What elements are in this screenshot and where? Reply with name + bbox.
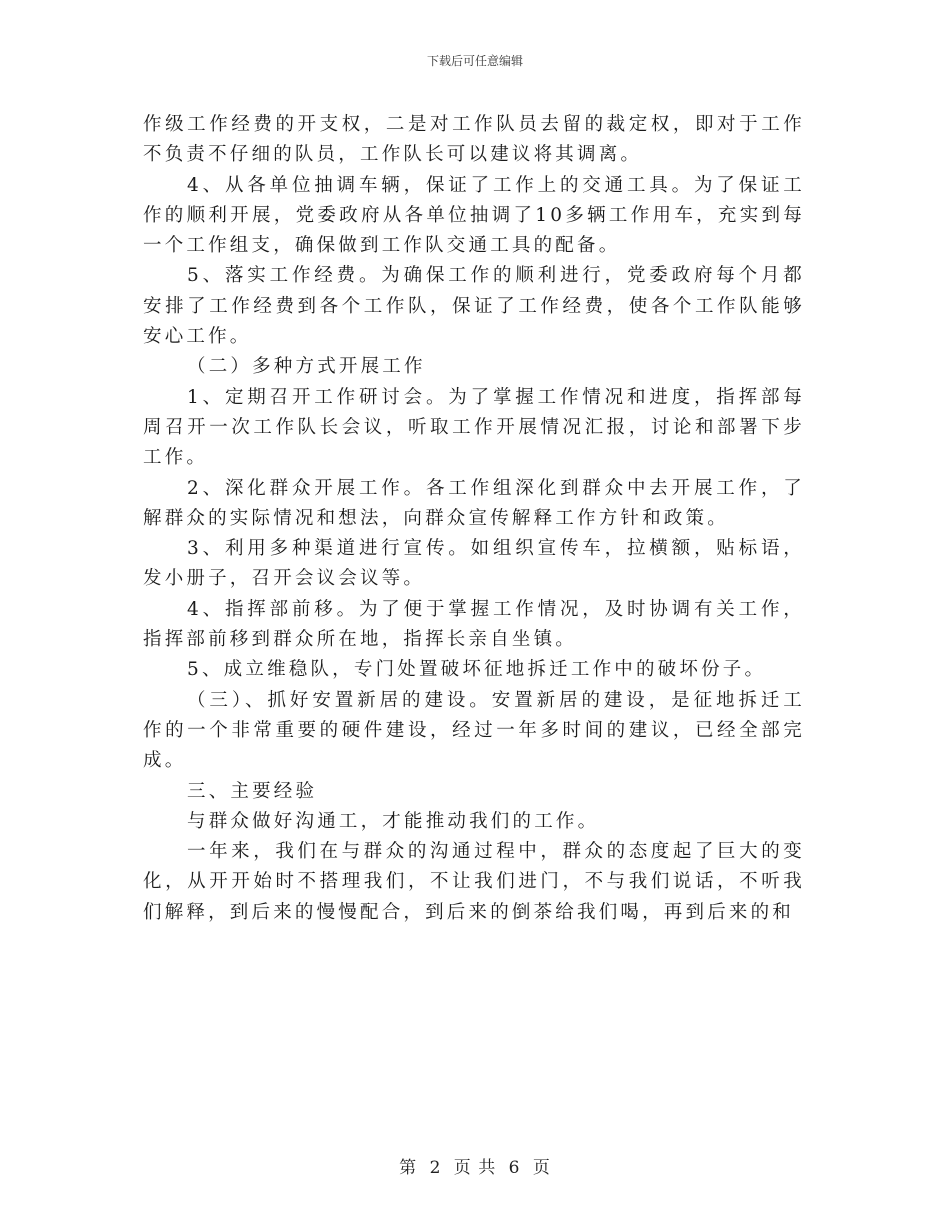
document-body [143,110,805,928]
footer-current-page: 2 [429,1158,442,1178]
section-heading-3: 三、主要经验 [187,780,318,802]
download-note: 下载后可任意编辑 [426,54,523,68]
paragraph-6: 2、深化群众开展工作。各工作组深化到群众中去开展工作，了解群众的实际情况和想法，向群众宣传解释工作方针和政策。 [143,477,805,529]
paragraph-3: 5、落实工作经费。为确保工作的顺利进行，党委政府每个月都安排了工作经费到各个工作队，保证了工作经费，使各个工作队能够安心工作。 [143,265,805,348]
page-footer [0,1153,950,1178]
paragraph-10: （三）、抓好安置新居的建设。安置新居的建设，是征地拆迁工作的一个非常重要的硬件建设，经过一年多时间的建议，已经全部完成。 [143,689,805,772]
paragraph-13: 一年来，我们在与群众的沟通过程中，群众的态度起了巨大的变化，从开开始时不搭理我们，不让我们进门，不与我们说话，不听我们解释，到后来的慢慢配合，到后来的倒茶给我们喝，再到后来的和 [143,841,805,923]
footer-suffix: 页 [532,1158,551,1178]
paragraph-8: 4、指挥部前移。为了便于掌握工作情况，及时协调有关工作，指挥部前移到群众所在地，指挥长亲自坐镇。 [143,598,805,651]
paragraph-12: 与群众做好沟通工，才能推动我们的工作。 [187,810,600,832]
footer-total-pages: 6 [508,1158,521,1178]
paragraph-2: 4、从各单位抽调车辆，保证了工作上的交通工具。为了保证工作的顺利开展，党委政府从各单位抽调了10多辆工作用车，充实到每一个工作组支，确保做到工作队交通工具的配备。 [143,174,805,257]
paragraph-1: 作级工作经费的开支权，二是对工作队员去留的裁定权，即对于工作不负责不仔细的队员，工作队长可以建议将其调离。 [143,114,805,166]
footer-prefix: 第 [399,1158,418,1178]
paragraph-9: 5、成立维稳队，专门处置破坏征地拆迁工作中的破坏份子。 [187,659,767,681]
footer-middle: 页 共 [453,1158,497,1178]
paragraph-7: 3、利用多种渠道进行宣传。如组织宣传车，拉横额，贴标语，发小册子，召开会议会议等。 [143,538,805,590]
section-heading-2: （二）多种方式开展工作 [187,356,426,378]
paragraph-5: 1、定期召开工作研讨会。为了掌握工作情况和进度，指挥部每周召开一次工作队长会议，听取工作开展情况汇报，讨论和部署下步工作。 [143,386,805,469]
